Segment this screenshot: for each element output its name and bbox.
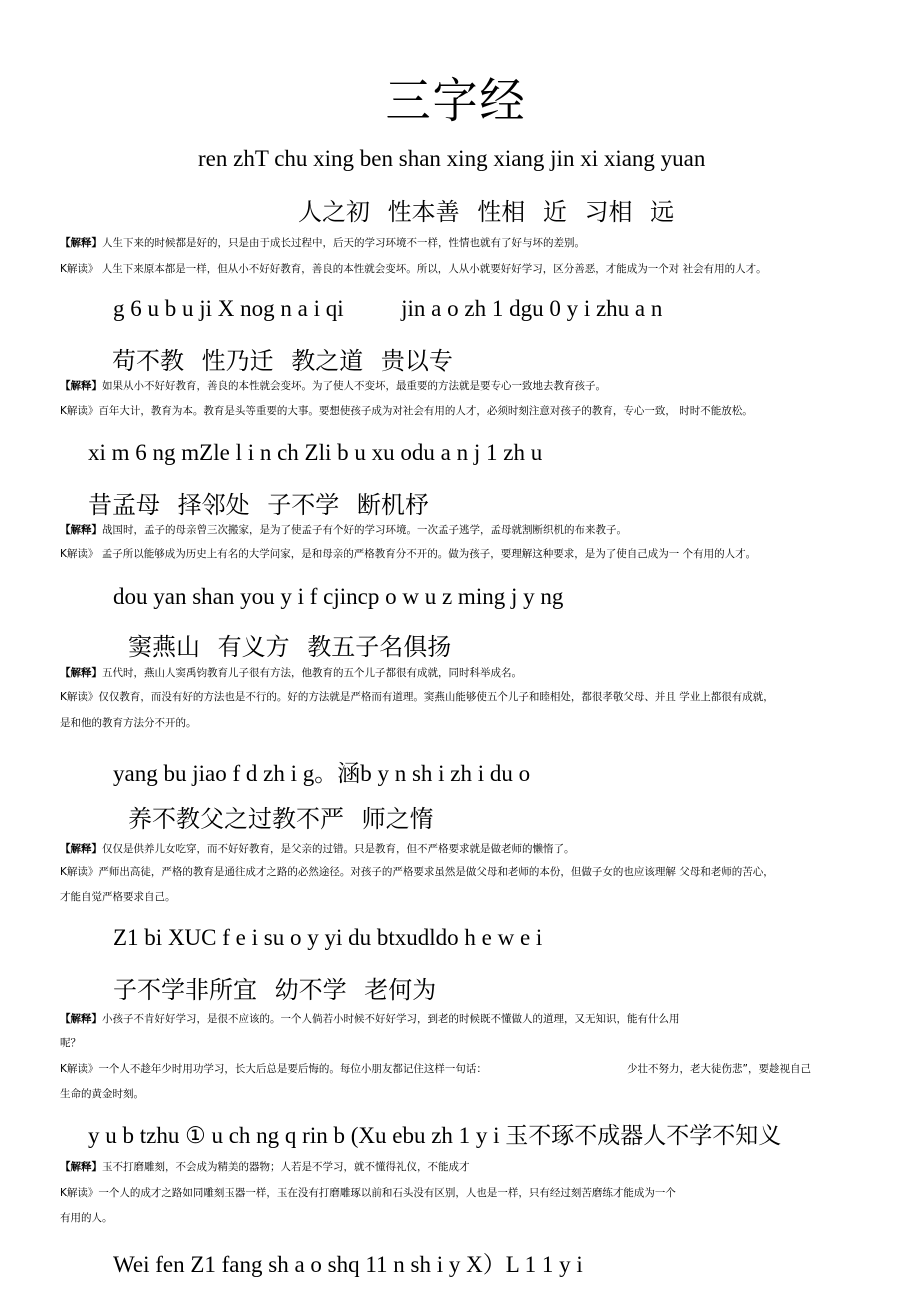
interpretation-tag: K解读》 <box>60 1063 99 1075</box>
explanation-text: 如果从小不好好教育，善良的本性就会变坏。为了使人不变坏，最重要的方法就是要专心一致地去教育孩子。 <box>102 380 606 392</box>
explanation-tag: 【解释】 <box>60 237 102 249</box>
pinyin-line: xi m 6 ng mZle l i n ch Zli b u xu odu a n j 1 zh u <box>88 440 543 465</box>
interpretation <box>60 1062 487 1076</box>
interpretation <box>60 262 767 276</box>
interpretation <box>60 865 774 879</box>
interpretation-continued: 才能自觉严格要求自己。 <box>60 891 176 903</box>
explanation-tag: 【解释】 <box>60 1013 102 1025</box>
interpretation-continued: 是和他的教育方法分不开的。 <box>60 717 197 729</box>
explanation-text: 五代时，燕山人窦禹钧教育儿子很有方法，他教育的五个儿子都很有成就，同时科举成名。 <box>102 667 522 679</box>
interpretation <box>60 547 756 561</box>
interpretation-tag: K解读》 <box>60 866 99 878</box>
interpretation-tag: K解读》 <box>60 691 99 703</box>
explanation <box>60 1160 470 1174</box>
explanation <box>60 842 575 856</box>
verse-line: 子不学非所宜 幼不学 老何为 <box>113 976 437 1004</box>
pinyin-line: yang bu jiao f d zh i g。涵b y n sh i zh i du o <box>113 761 531 786</box>
interpretation <box>60 690 774 704</box>
pinyin-line: Wei fen Z1 fang sh a o shq 11 n sh i y X）L 1 1 y i <box>113 1252 583 1277</box>
explanation <box>60 1012 680 1026</box>
interpretation-tag: K解读》 <box>60 548 99 560</box>
verse-line: 昔孟母 择邻处 子不学 断机杼 <box>88 491 429 519</box>
interpretation-continued: 有用的人。 <box>60 1212 113 1224</box>
interpretation-tag: K解读》 <box>60 263 99 275</box>
interpretation-quote: 少壮不努力，老大徒伤悲”，要趁视自己 <box>627 1063 811 1075</box>
pinyin-verse-line: y u b tzhu ① u ch ng q rin b (Xu ebu zh 1 y i 玉不琢不成器人不学不知义 <box>88 1123 782 1148</box>
pinyin-line: g 6 u b u ji X nog n a i qi jin a o zh 1 dgu 0 y i zhu a n <box>113 296 663 321</box>
interpretation-continued: 生命的黄金时刻。 <box>60 1088 144 1100</box>
explanation-text: 仅仅是供养儿女吃穿，而不好好教育，是父亲的过错。只是教育，但不严格要求就是做老师的懒惰了。 <box>102 843 575 855</box>
interpretation-text: 严师出高徒，严格的教育是通往成才之路的必然途径。对孩子的严格要求虽然是做父母和老师的本份，但做子女的也应该理解 父母和老师的苦心， <box>98 866 774 878</box>
interpretation-text: 人生下来原本都是一样，但从小不好好教育，善良的本性就会变坏。所以，人从小就要好好学习，区分善恶，才能成为一个对 社会有用的人才。 <box>101 263 767 275</box>
verse-line: 窦燕山 有义方 教五子名俱扬 <box>128 633 452 661</box>
explanation-tag: 【解释】 <box>60 524 102 536</box>
explanation-tag: 【解释】 <box>60 380 102 392</box>
explanation <box>60 523 627 537</box>
interpretation <box>60 1186 676 1200</box>
pinyin-line: Z1 bi XUC f e i su o y yi du btxudldo h e w e i <box>113 925 543 950</box>
interpretation-tag: K解读》 <box>60 405 99 417</box>
interpretation-text: 一个人不趁年少时用功学习，长大后总是要后悔的。每位小朋友都记住这样一句话： <box>98 1063 487 1075</box>
verse-line: 人之初 性本善 性相 近 习相 远 <box>298 198 675 226</box>
pinyin-line: ren zhT chu xing ben shan xing xiang jin xi xiang yuan <box>198 146 706 171</box>
explanation-tag: 【解释】 <box>60 667 102 679</box>
explanation-tag: 【解释】 <box>60 1161 102 1173</box>
verse-line: 苟不教 性乃迁 教之道 贵以专 <box>112 347 453 375</box>
verse-line: 养不教父之过教不严 师之惰 <box>128 805 434 833</box>
interpretation-tag: K解读》 <box>60 1187 99 1199</box>
explanation <box>60 666 522 680</box>
explanation <box>60 236 585 250</box>
explanation-text: 小孩子不肯好好学习，是很不应该的。一个人倘若小时候不好好学习，到老的时候既不懂做人的道理，又无知识，能有什么用 <box>102 1013 680 1025</box>
explanation-text: 人生下来的时候都是好的，只是由于成长过程中，后天的学习环境不一样，性情也就有了好与坏的差别。 <box>102 237 585 249</box>
explanation <box>60 379 606 393</box>
interpretation-text: 百年大计，教育为本。教育是头等重要的大事。要想使孩子成为对社会有用的人才，必须时刻注意对孩子的教育，专心一致， 时时不能放松。 <box>98 405 753 417</box>
explanation-continued: 呢？ <box>60 1037 81 1049</box>
interpretation <box>60 404 753 418</box>
explanation-tag: 【解释】 <box>60 843 102 855</box>
explanation-text: 战国时，孟子的母亲曾三次搬家，是为了使孟子有个好的学习环境。一次孟子逃学，孟母就割断织机的布来教子。 <box>102 524 627 536</box>
explanation-text: 玉不打磨雕刻，不会成为精美的器物；人若是不学习，就不懂得礼仪，不能成才 <box>102 1161 470 1173</box>
interpretation-text: 孟子所以能够成为历史上有名的大学问家，是和母亲的严格教育分不开的。做为孩子，要理解这种要求，是为了使自己成为一 个有用的人才。 <box>98 548 757 560</box>
pinyin-line: dou yan shan you y i f cjincp o w u z ming j y ng <box>113 584 564 609</box>
page-title: 三字经 <box>385 73 527 129</box>
interpretation-text: 一个人的成才之路如同雕刻玉器一样，玉在没有打磨雕琢以前和石头没有区别，人也是一样，只有经过刻苦磨练才能成为一个 <box>98 1187 676 1199</box>
interpretation-text: 仅仅教育，而没有好的方法也是不行的。好的方法就是严格而有道理。窦燕山能够使五个儿子和睦相处，都很孝敬父母、并且 学业上都很有成就， <box>98 691 774 703</box>
